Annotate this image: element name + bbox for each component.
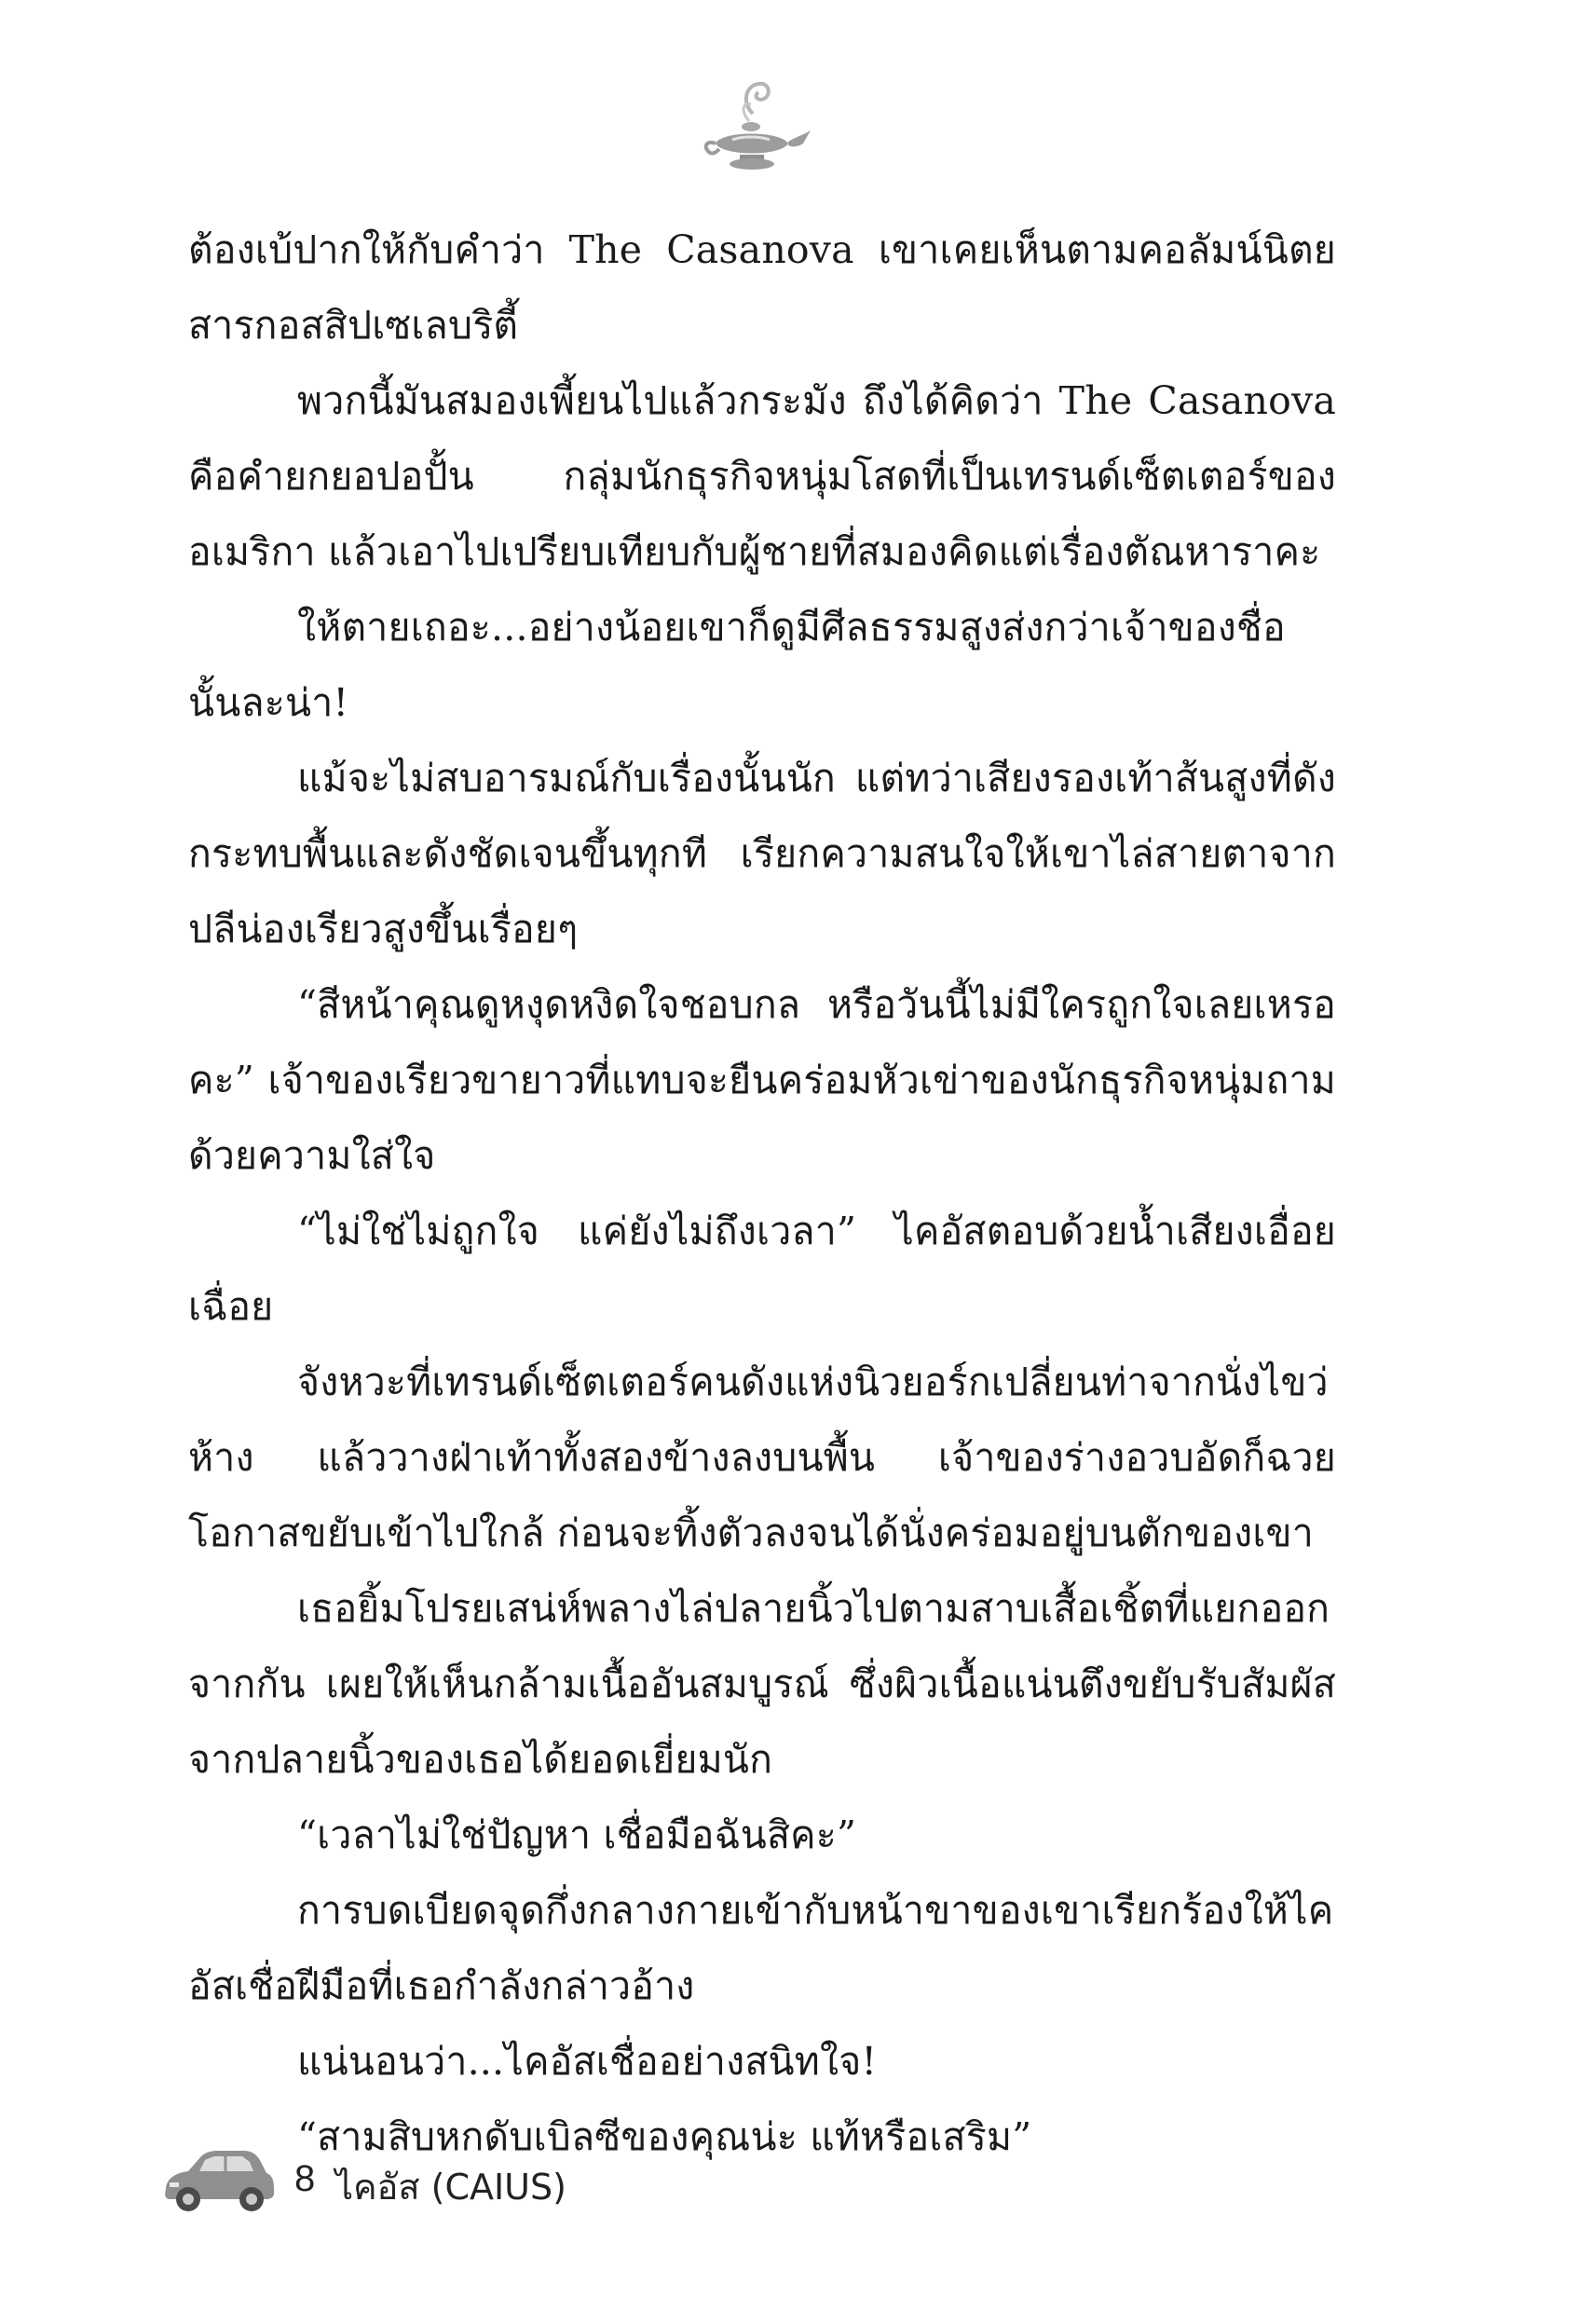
page-number: 8 xyxy=(294,2158,316,2199)
paragraph: ให้ตายเถอะ...อย่างน้อยเขาก็ดูมีศีลธรรมสูงส่งกว่าเจ้าของชื่อนั้นละน่า! xyxy=(188,605,1286,725)
body-text xyxy=(188,212,1336,2175)
paragraph: แม้จะไม่สบอารมณ์กับเรื่องนั้นนัก แต่ทว่าเสียงรองเท้าส้นสูงที่ดังกระทบพื้นและดังชัดเจนขึ้นทุกที เรียกความสนใจให้เขาไล่สายตาจากปลีน่องเรียวสูงขึ้นเรื่อยๆ xyxy=(188,756,1336,951)
paragraph: แน่นอนว่า...ไคอัสเชื่ออย่างสนิทใจ! xyxy=(297,2039,878,2084)
paragraph: เธอยิ้มโปรยเสน่ห์พลางไล่ปลายนิ้วไปตามสาบเสื้อเชิ้ตที่แยกออกจากกัน เผยให้เห็นกล้ามเนื้ออันสมบูรณ์ ซึ่งผิวเนื้อแน่นตึงขยับรับสัมผัสจากปลายนิ้วของเธอได้ยอดเยี่ยมนัก xyxy=(188,1586,1336,1782)
genie-lamp-icon xyxy=(695,65,816,186)
car-icon xyxy=(157,2141,278,2216)
paragraph: ต้องเบ้ปากให้กับคำว่า The Casanova เขาเคยเห็นตามคอลัมน์นิตยสารกอสสิปเซเลบริตี้ xyxy=(188,227,1336,348)
book-title: ไคอัส (CAIUS) xyxy=(335,2167,566,2208)
paragraph: จังหวะที่เทรนด์เซ็ตเตอร์คนดังแห่งนิวยอร์กเปลี่ยนท่าจากนั่งไขว่ห้าง แล้ววางฝ่าเท้าทั้งสองข้างลงบนพื้น เจ้าของร่างอวบอัดก็ฉวยโอกาสขยับเข้าไปใกล้ ก่อนจะทิ้งตัวลงจนได้นั่งคร่อมอยู่บนตักของเขา xyxy=(188,1360,1336,1555)
paragraph: “ไม่ใช่ไม่ถูกใจ แค่ยังไม่ถึงเวลา” ไคอัสตอบด้วยน้ำเสียงเอื่อยเฉื่อย xyxy=(188,1209,1336,1329)
paragraph: พวกนี้มันสมองเพี้ยนไปแล้วกระมัง ถึงได้คิดว่า The Casanova คือคำยกยอปอปั้น กลุ่มนักธุรกิจหนุ่มโสดที่เป็นเทรนด์เซ็ตเตอร์ของอเมริกา แล้วเอาไปเปรียบเทียบกับผู้ชายที่สมองคิดแต่เรื่องตัณหาราคะ xyxy=(188,378,1336,574)
paragraph: “สามสิบหกดับเบิลซีของคุณน่ะ แท้หรือเสริม” xyxy=(297,2114,1032,2159)
paragraph: การบดเบียดจุดกึ่งกลางกายเข้ากับหน้าขาของเขาเรียกร้องให้ไคอัสเชื่อฝีมือที่เธอกำลังกล่าวอ้าง xyxy=(188,1888,1334,2008)
paragraph: “เวลาไม่ใช่ปัญหา เชื่อมือฉันสิคะ” xyxy=(297,1812,857,1857)
paragraph: “สีหน้าคุณดูหงุดหงิดใจชอบกล หรือวันนี้ไม่มีใครถูกใจเลยเหรอคะ” เจ้าของเรียวขายาวที่แทบจะยืนคร่อมหัวเข่าของนักธุรกิจหนุ่มถามด้วยความใส่ใจ xyxy=(188,982,1336,1178)
page-footer xyxy=(157,2136,809,2220)
